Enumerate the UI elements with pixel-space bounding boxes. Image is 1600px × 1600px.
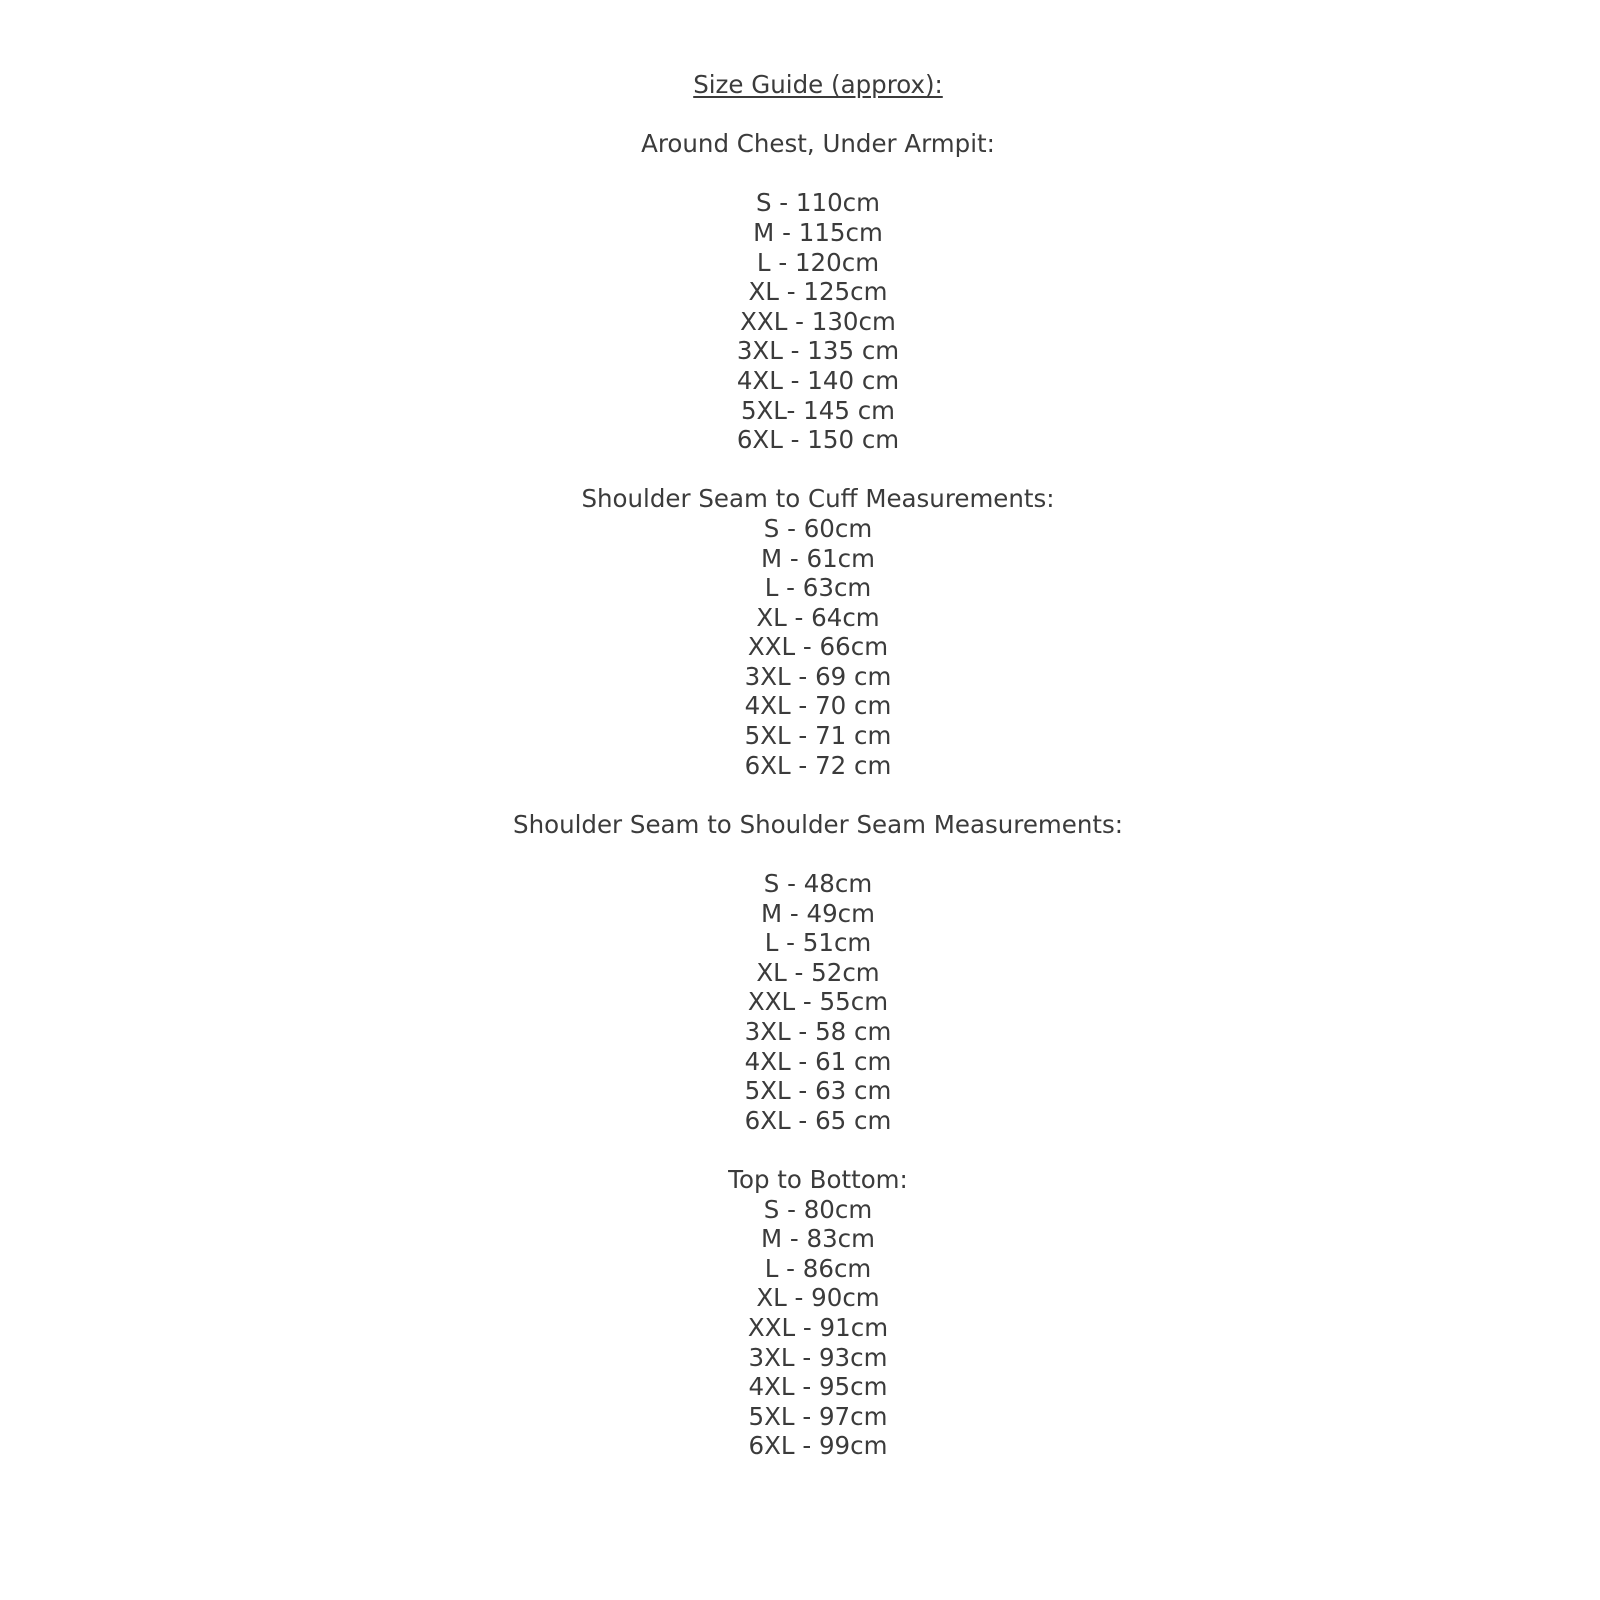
size-row: S - 60cm — [763, 513, 873, 543]
section-heading: Shoulder Seam to Cuff Measurements: — [581, 484, 1055, 514]
size-row: XL - 125cm — [748, 277, 888, 307]
size-row: 5XL- 145 cm — [740, 395, 896, 425]
size-row: 3XL - 93cm — [748, 1342, 888, 1372]
size-row: 5XL - 63 cm — [744, 1076, 892, 1106]
size-row: L - 86cm — [764, 1253, 872, 1283]
size-row: M - 83cm — [760, 1224, 876, 1254]
size-row: 6XL - 65 cm — [744, 1105, 892, 1135]
size-row: 4XL - 140 cm — [736, 365, 900, 395]
size-row: 3XL - 69 cm — [744, 661, 892, 691]
size-row: 4XL - 70 cm — [744, 691, 892, 721]
section-heading: Around Chest, Under Armpit: — [641, 129, 995, 159]
size-row: 6XL - 72 cm — [744, 750, 892, 780]
size-guide-sections — [36, 129, 1600, 1461]
size-row: S - 48cm — [763, 869, 873, 899]
size-row: 4XL - 95cm — [748, 1372, 888, 1402]
size-section — [36, 810, 1600, 1136]
size-row: XL - 52cm — [756, 957, 880, 987]
size-row: 3XL - 58 cm — [744, 1017, 892, 1046]
size-row: 4XL - 61 cm — [744, 1046, 892, 1076]
section-heading: Top to Bottom: — [728, 1164, 908, 1194]
size-row: 6XL - 150 cm — [736, 425, 900, 455]
section-heading: Shoulder Seam to Shoulder Seam Measurements: — [513, 809, 1123, 839]
size-row: M - 115cm — [753, 217, 883, 247]
size-row: M - 49cm — [760, 898, 876, 928]
size-row: XXL - 55cm — [747, 987, 889, 1017]
size-row: 3XL - 135 cm — [736, 336, 900, 366]
size-row: L - 51cm — [764, 928, 872, 958]
size-row: 5XL - 71 cm — [744, 721, 892, 751]
size-row: XL - 90cm — [756, 1283, 880, 1313]
size-row: L - 63cm — [764, 573, 872, 603]
size-row: L - 120cm — [756, 247, 880, 277]
size-section — [36, 129, 1600, 455]
size-section — [36, 484, 1600, 780]
size-row: XXL - 91cm — [747, 1312, 889, 1342]
page-title: Size Guide (approx): — [693, 70, 943, 99]
size-row: 5XL - 97cm — [748, 1401, 888, 1431]
size-row: M - 61cm — [760, 543, 876, 573]
size-row: XL - 64cm — [756, 602, 880, 632]
size-row: S - 110cm — [755, 188, 881, 218]
size-row: XXL - 66cm — [747, 632, 889, 662]
size-row: 6XL - 99cm — [748, 1431, 888, 1461]
size-row: S - 80cm — [763, 1194, 873, 1224]
size-section — [36, 1165, 1600, 1461]
size-guide — [36, 0, 1600, 1461]
size-row: XXL - 130cm — [740, 306, 896, 336]
